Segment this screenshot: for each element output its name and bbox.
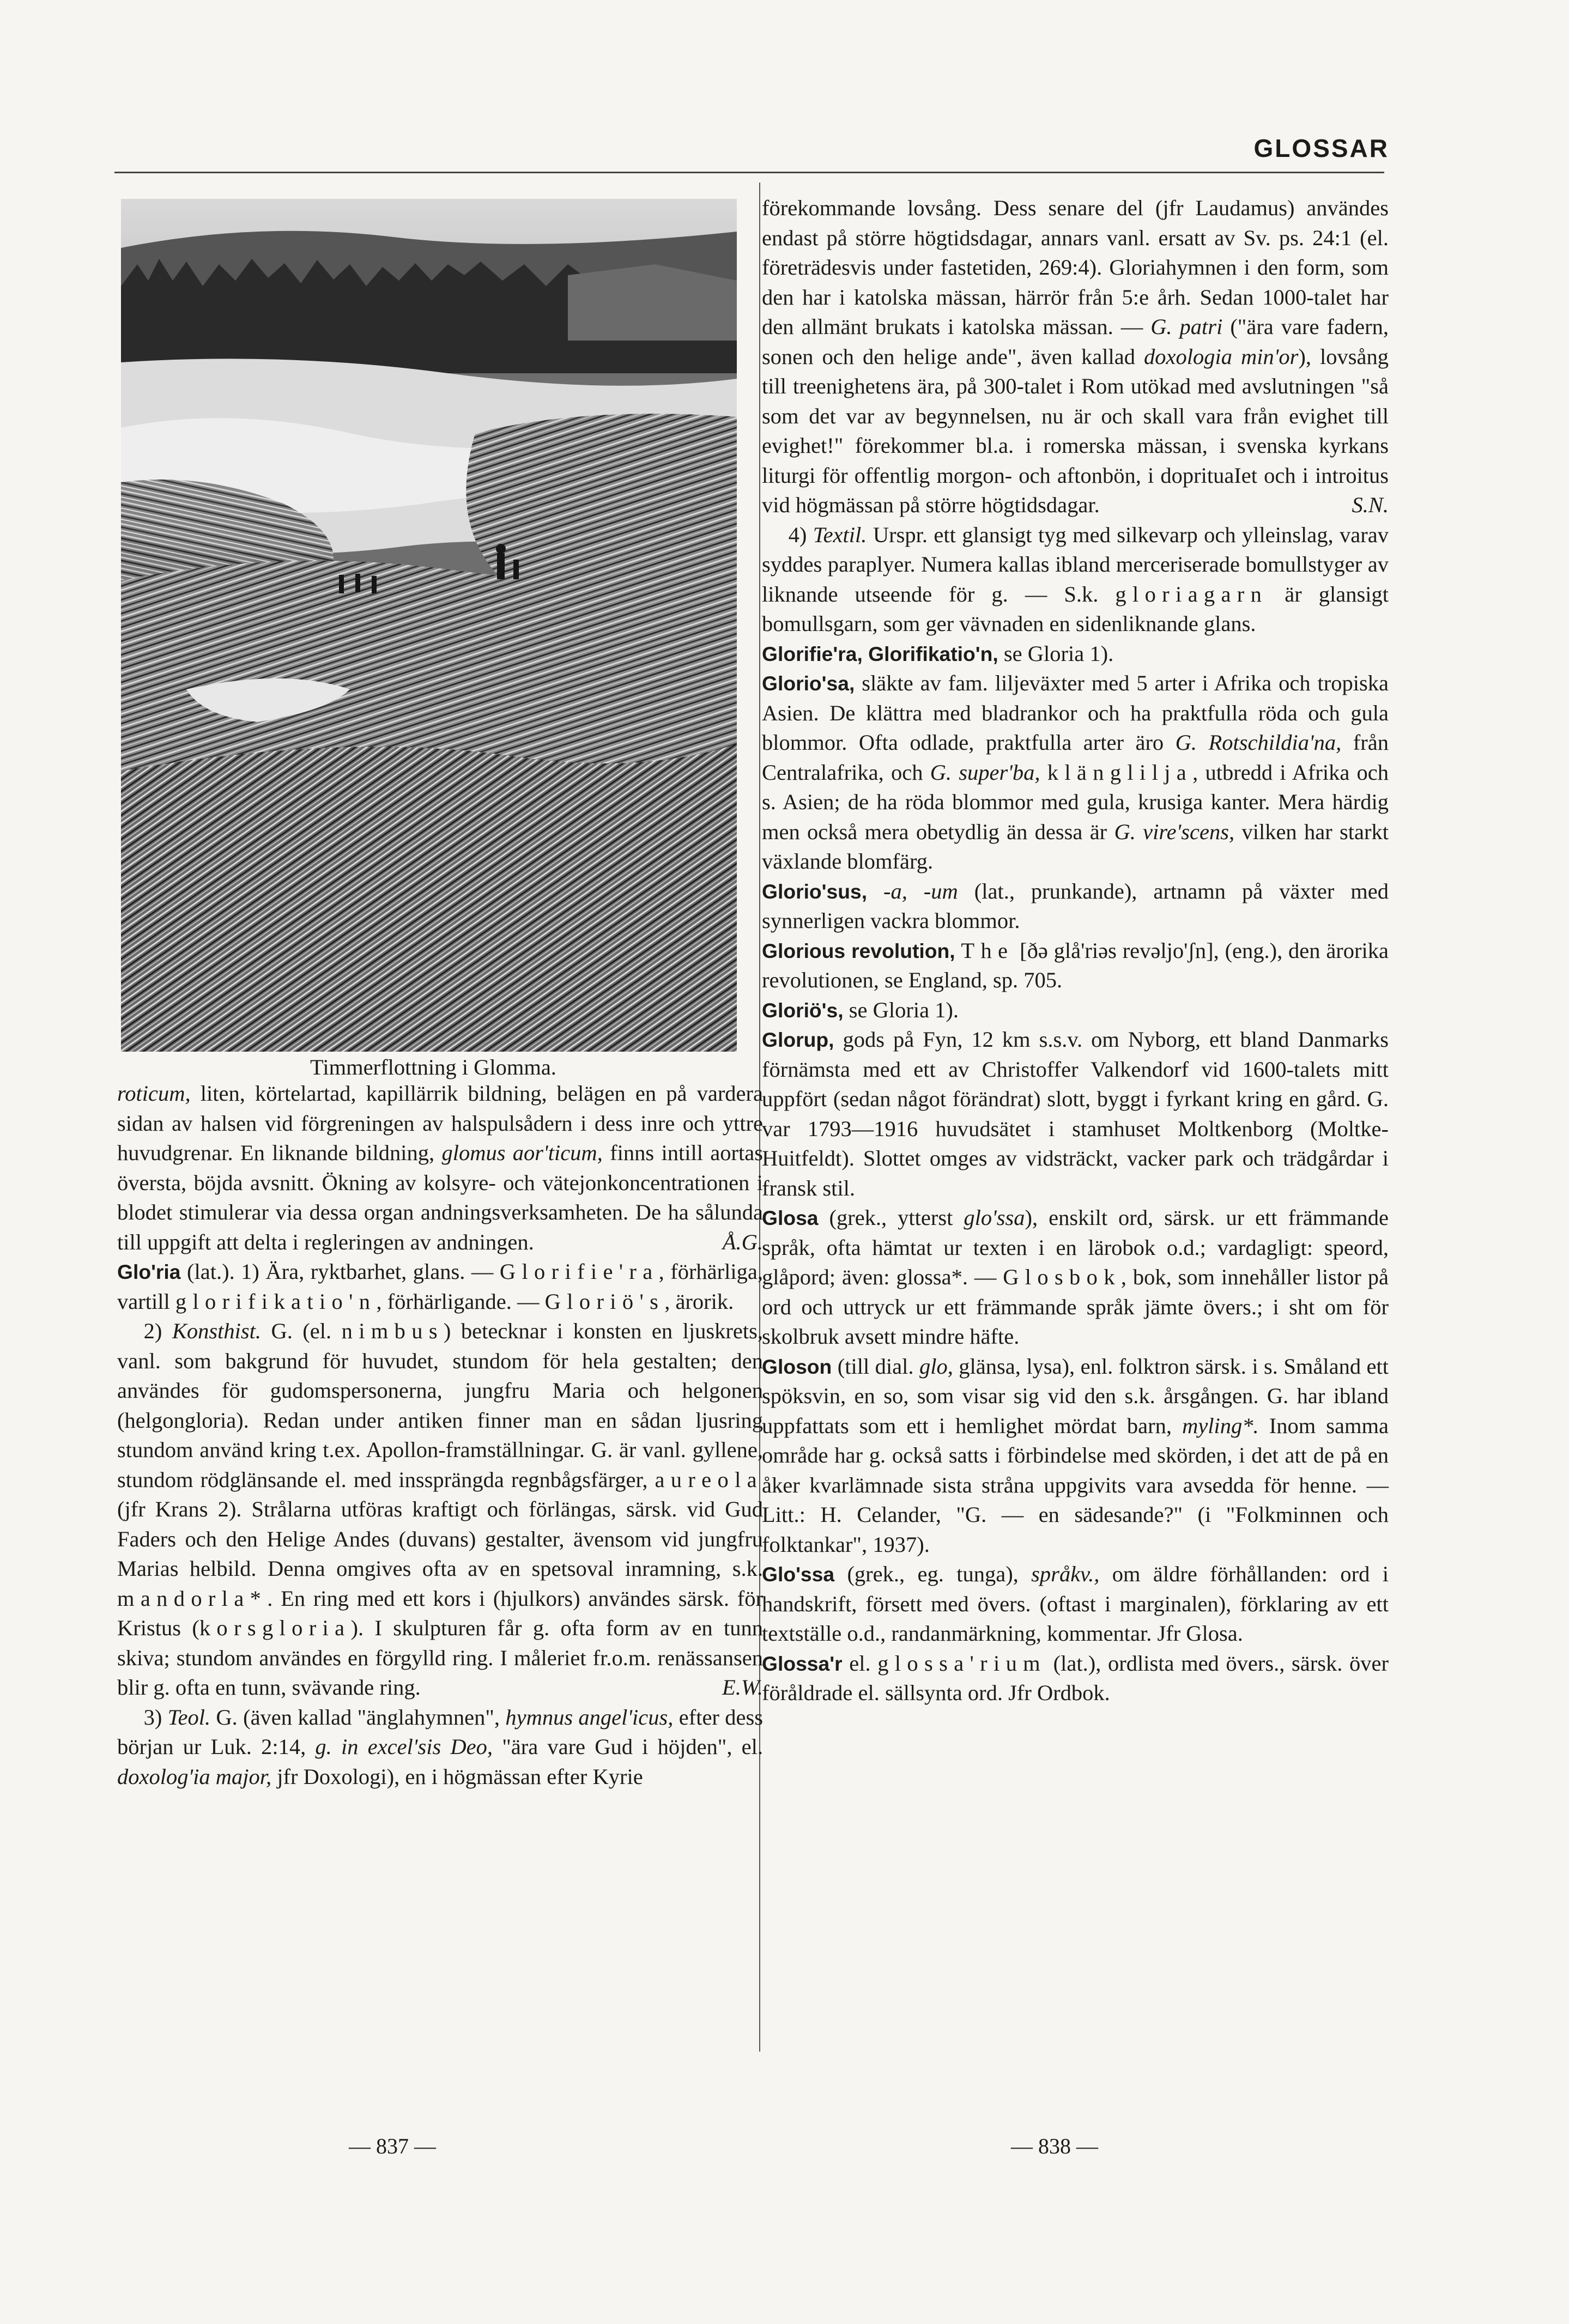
glossary-entry [117,1257,763,1316]
author-signature: Å.G. [722,1229,763,1254]
entry-text: g. in excel'sis Deo, [315,1734,493,1759]
entry-headword: Glorio'sus, [762,879,868,903]
entry-text: gods på Fyn, 12 km s.s.v. om Nyborg, ett bland Danmarks förnämsta med ett av Christoffer Valkendorf vid 1600-talets mitt uppfört (sedan något förändrat) slott, byggt i fyrkant kring en gård. G. var 1793—1916 huvudsätet i stamhuset Moltkenborg (Moltke-Huitfeldt). Slottet omges av vidsträckt, vacker park och trädgårdar i fransk stil. [762,1027,1389,1200]
glossary-entry [762,1025,1389,1203]
entry-text: G. (även kallad "änglahymnen", [210,1704,506,1730]
entry-text: (lat.). 1) Ära, ryktbarhet, glans. — [180,1259,500,1284]
entry-text: mandorla* [117,1586,268,1611]
entry-text: släkte av fam. liljeväxter med 5 arter i Afrika och tropiska Asien. De klättra med bladrankor och ha praktfulla röda och gula blommor. Ofta odlade, praktfulla arter äro [762,671,1389,755]
entry-text: 3) [143,1704,168,1730]
entry-text: Urspr. ett glansigt tyg med silkevarp och ylleinslag, varav syddes paraplyer. Numera kallas ibland merceriserade bomullstyger av liknande utseende för g. — S.k. [762,522,1389,606]
entry-text: , utbredd i Afrika och s. Asien; de ha röda blommor med gula, krusiga kanter. Mera härdig men också mera obetydlig än dessa är [762,760,1389,844]
entry-headword: Gloriö's, [762,998,844,1022]
entry-text: glo'ssa [964,1205,1025,1230]
entry-text: korsgloria [199,1616,351,1640]
glossary-entry [762,520,1389,639]
entry-text: glomus aor'ticum, [441,1140,603,1165]
glossary-entry [117,1079,763,1257]
entry-headword: Glorifie'ra, Glorifikatio'n, [762,642,998,665]
entry-text: doxologia min'or [1143,344,1299,369]
entry-text: vilken har starkt växlande blomfärg. [762,819,1389,873]
entry-text: Glorifie'ra [499,1259,659,1284]
left-column [117,1079,763,1792]
entry-text: glossa'rium [877,1651,1046,1676]
entry-text: finns intill aortas översta, böjda avsnitt. Ökning av kolsyre- och vätejonkoncentrationen i blodet stimulerar via dessa organ andningsverksamheten. De ha sålunda till uppgift att delta i regleringen av andningen. [117,1140,763,1254]
page-number-right: — 838 — [1011,2134,1098,2158]
entry-text: Teol. [167,1704,211,1730]
entry-text: glänsa, lysa), enl. folktron särsk. i s. Småland ett spöksvin, en so, som visar sig vid den s.k. årsgången. G. har ibland uppfattats som ett i hemlighet mördat barn, [762,1354,1389,1438]
entry-text: (jfr Krans 2). Strålarna utföras kraftigt och förlängas, särsk. vid Gud Faders och den Helige Andes (duvans) gestalter, ävensom vid jungfru Marias helbild. Denna omgives ofta av en spetsoval inramning, s.k. [117,1497,763,1581]
entry-headword: Glosa [762,1206,819,1229]
entry-text: myling*. [1182,1413,1259,1438]
entry-text: förekommande lovsång. Dess senare del (jfr Laudamus) användes endast på större högtidsdagar, annars vanl. ersatt av Sv. ps. 24:1 (el. företrädesvis under fastetiden, 269:4). Gloriahymnen i den form, som den har i katolska mässan, härrör från 5:e årh. Sedan 1000-talet har den allmänt brukats i katolska mässan. — [762,196,1389,339]
entry-text [955,938,961,963]
entry-text: [ðə glå'riəs revəljo'ʃn], (eng.), den ärorika revolutionen, se England, sp. 705. [762,938,1389,992]
photo-caption: Timmerflottning i Glomma. [310,1055,556,1079]
entry-headword: Gloson [762,1355,832,1378]
entry-text: (lat., prunkande), artnamn på växter med synnerligen vackra blommor. [762,878,1389,933]
entry-headword: Glorio'sa, [762,672,855,695]
glossary-entry [762,1649,1389,1708]
entry-text: klänglilja [1047,760,1193,785]
author-signature: E.W. [722,1675,763,1700]
glossary-entry [762,996,1389,1026]
glossary-entry [762,639,1389,669]
entry-text: Inom samma område har g. också satts i förbindelse med skörden, i det att de på en åker kvarlämnade sista stråna uppgivits vara avsedda för henne. — Litt.: H. Celander, "G. — en sädesande?" (i "Folkminnen och folktankar", 1937). [762,1413,1389,1557]
entry-text: ), lovsång till treenighetens ära, på 300-talet i Rom utökad med avslutningen "så som det var av begynnelsen, nu är och skall vara från evighet till evighet!" förekommer bl.a. i romerska mässan, i svenska kyrkans liturgi för offentlig morgon- och aftonbön, i doprituaIet och i introitus vid högmässan på större högtidsdagar. [762,344,1389,517]
entry-text: G. patri [1150,314,1223,339]
entry-text: 2) [143,1319,172,1343]
entry-text: "ära vare Gud i höjden", el. [493,1734,763,1759]
entry-headword: Glo'ssa [762,1563,835,1586]
entry-text: om äldre förhållanden: ord i handskrift, försett med övers. (oftast i marginalen), förklaring av ett textställe o.d., randanmärkning, kommentar. Jfr Glosa. [762,1562,1389,1646]
glossary-entry [117,1703,763,1792]
entry-text: Glosbok [1003,1265,1121,1289]
entry-text: nimbus [341,1319,444,1343]
entry-text: ("ära vare fadern, sonen och den helige ande", även kallad [762,314,1389,369]
glossary-entry [762,193,1389,520]
entry-headword: Glossa'r [762,1652,843,1675]
glossary-entry [762,1352,1389,1560]
photo-timber-floating [121,199,737,1052]
entry-text: från Centralafrika, och [762,730,1389,785]
entry-text: (grek., ytterst [818,1205,964,1230]
entry-text: , förhärligande. — [376,1289,545,1314]
entry-text: el. [842,1651,878,1676]
entry-text: The [961,938,1014,963]
entry-text: språkv., [1031,1562,1100,1586]
entry-headword: Glorious revolution, [762,939,955,962]
glossary-entry [762,669,1389,877]
glossary-entry [762,1203,1389,1352]
entry-text: ) betecknar i konsten en ljuskrets, vanl. som bakgrund för huvudet, stundom för hela gestalten; den användes för gudomspersonerna, jungfru Maria och helgonen (helgongloria). Redan under antiken finner man en sådan ljusring stundom använd kring t.ex. Apollon-framställningar. G. är vanl. gyllene, stundom rödglänsande el. med inssprängda regnbågsfärger, [117,1319,763,1492]
entry-text: ), enskilt ord, särsk. ur ett främmande språk, ofta hämtat ur texten i en lärobok o.d.; vardagligt: speord, glåpord; även: glossa*. — [762,1205,1389,1289]
entry-text: 4) [788,522,813,547]
author-signature: S.N. [1352,493,1389,517]
glossary-entry [762,877,1389,936]
entry-text: Gloriö's [544,1289,665,1314]
entry-text: ). I skulpturen får g. ofta form av en tunn skiva; stundom användes en förgylld ring. I måleriet fr.o.m. renässansen blir g. ofta en tunn, svävande ring. [117,1616,764,1700]
entry-text: jfr Doxologi), en i högmässan efter Kyrie [271,1764,643,1789]
page-number-left: — 837 — [349,2134,436,2158]
right-column [762,193,1389,1708]
entry-text: G. Rotschildia'na, [1175,730,1342,755]
entry-text: G. vire'scens, [1114,819,1235,844]
entry-text: Konsthist. [172,1319,261,1343]
entry-text: (grek., eg. tunga), [834,1562,1032,1586]
entry-text: . En ring med ett kors i (hjulkors) användes särsk. för Kristus ( [117,1586,763,1640]
entry-text: hymnus angel'icus, [505,1704,674,1730]
header-rule [114,172,1384,173]
entry-text: -a, -um [883,878,958,903]
entry-text: glorifikatio'n [175,1289,377,1314]
entry-headword: Glorup, [762,1028,834,1051]
entry-text: är glansigt bomullsgarn, som ger vävnaden en sidenliknande glans. [762,581,1389,636]
entry-text: liten, körtelartad, kapillärrik bildning, belägen en på vardera sidan av halsen vid förgreningen av halspulsådern i dess inre och yttre huvudgrenar. En liknande bildning, [117,1081,763,1165]
entry-text: , ärorik. [664,1289,734,1314]
entry-text: doxolog'ia major, [117,1764,272,1789]
entry-text: se Gloria 1). [998,641,1114,666]
entry-text: se Gloria 1). [843,997,959,1022]
glossary-entry [762,1560,1389,1649]
running-header: GLOSSAR [1253,134,1389,162]
entry-text: G. (el. [261,1319,342,1343]
entry-text [1040,760,1047,785]
entry-text: roticum, [117,1081,191,1106]
entry-text: , förhärliga, vartill [117,1259,763,1314]
entry-text: efter dess början ur Luk. 2:14, [117,1704,763,1759]
entry-text [867,879,883,903]
entry-text: glo, [919,1354,953,1379]
entry-text: (lat.), ordlista med övers., särsk. över föråldrade el. sällsynta ord. Jfr Ordbok. [762,1651,1389,1705]
glossary-entry [762,936,1389,996]
glossary-entry [117,1316,763,1703]
entry-text: aureola [655,1467,763,1492]
entry-text: G. super'ba, [930,760,1040,785]
entry-text: (till dial. [832,1354,919,1379]
entry-headword: Glo'ria [117,1260,181,1283]
entry-text: Textil. [813,522,867,547]
entry-text: , bok, som innehåller listor på ord och uttryck ur ett främmande språk jämte övers.; i sht om för skolbruk avsett mindre häfte. [762,1265,1389,1349]
entry-text: gloriagarn [1115,581,1268,606]
